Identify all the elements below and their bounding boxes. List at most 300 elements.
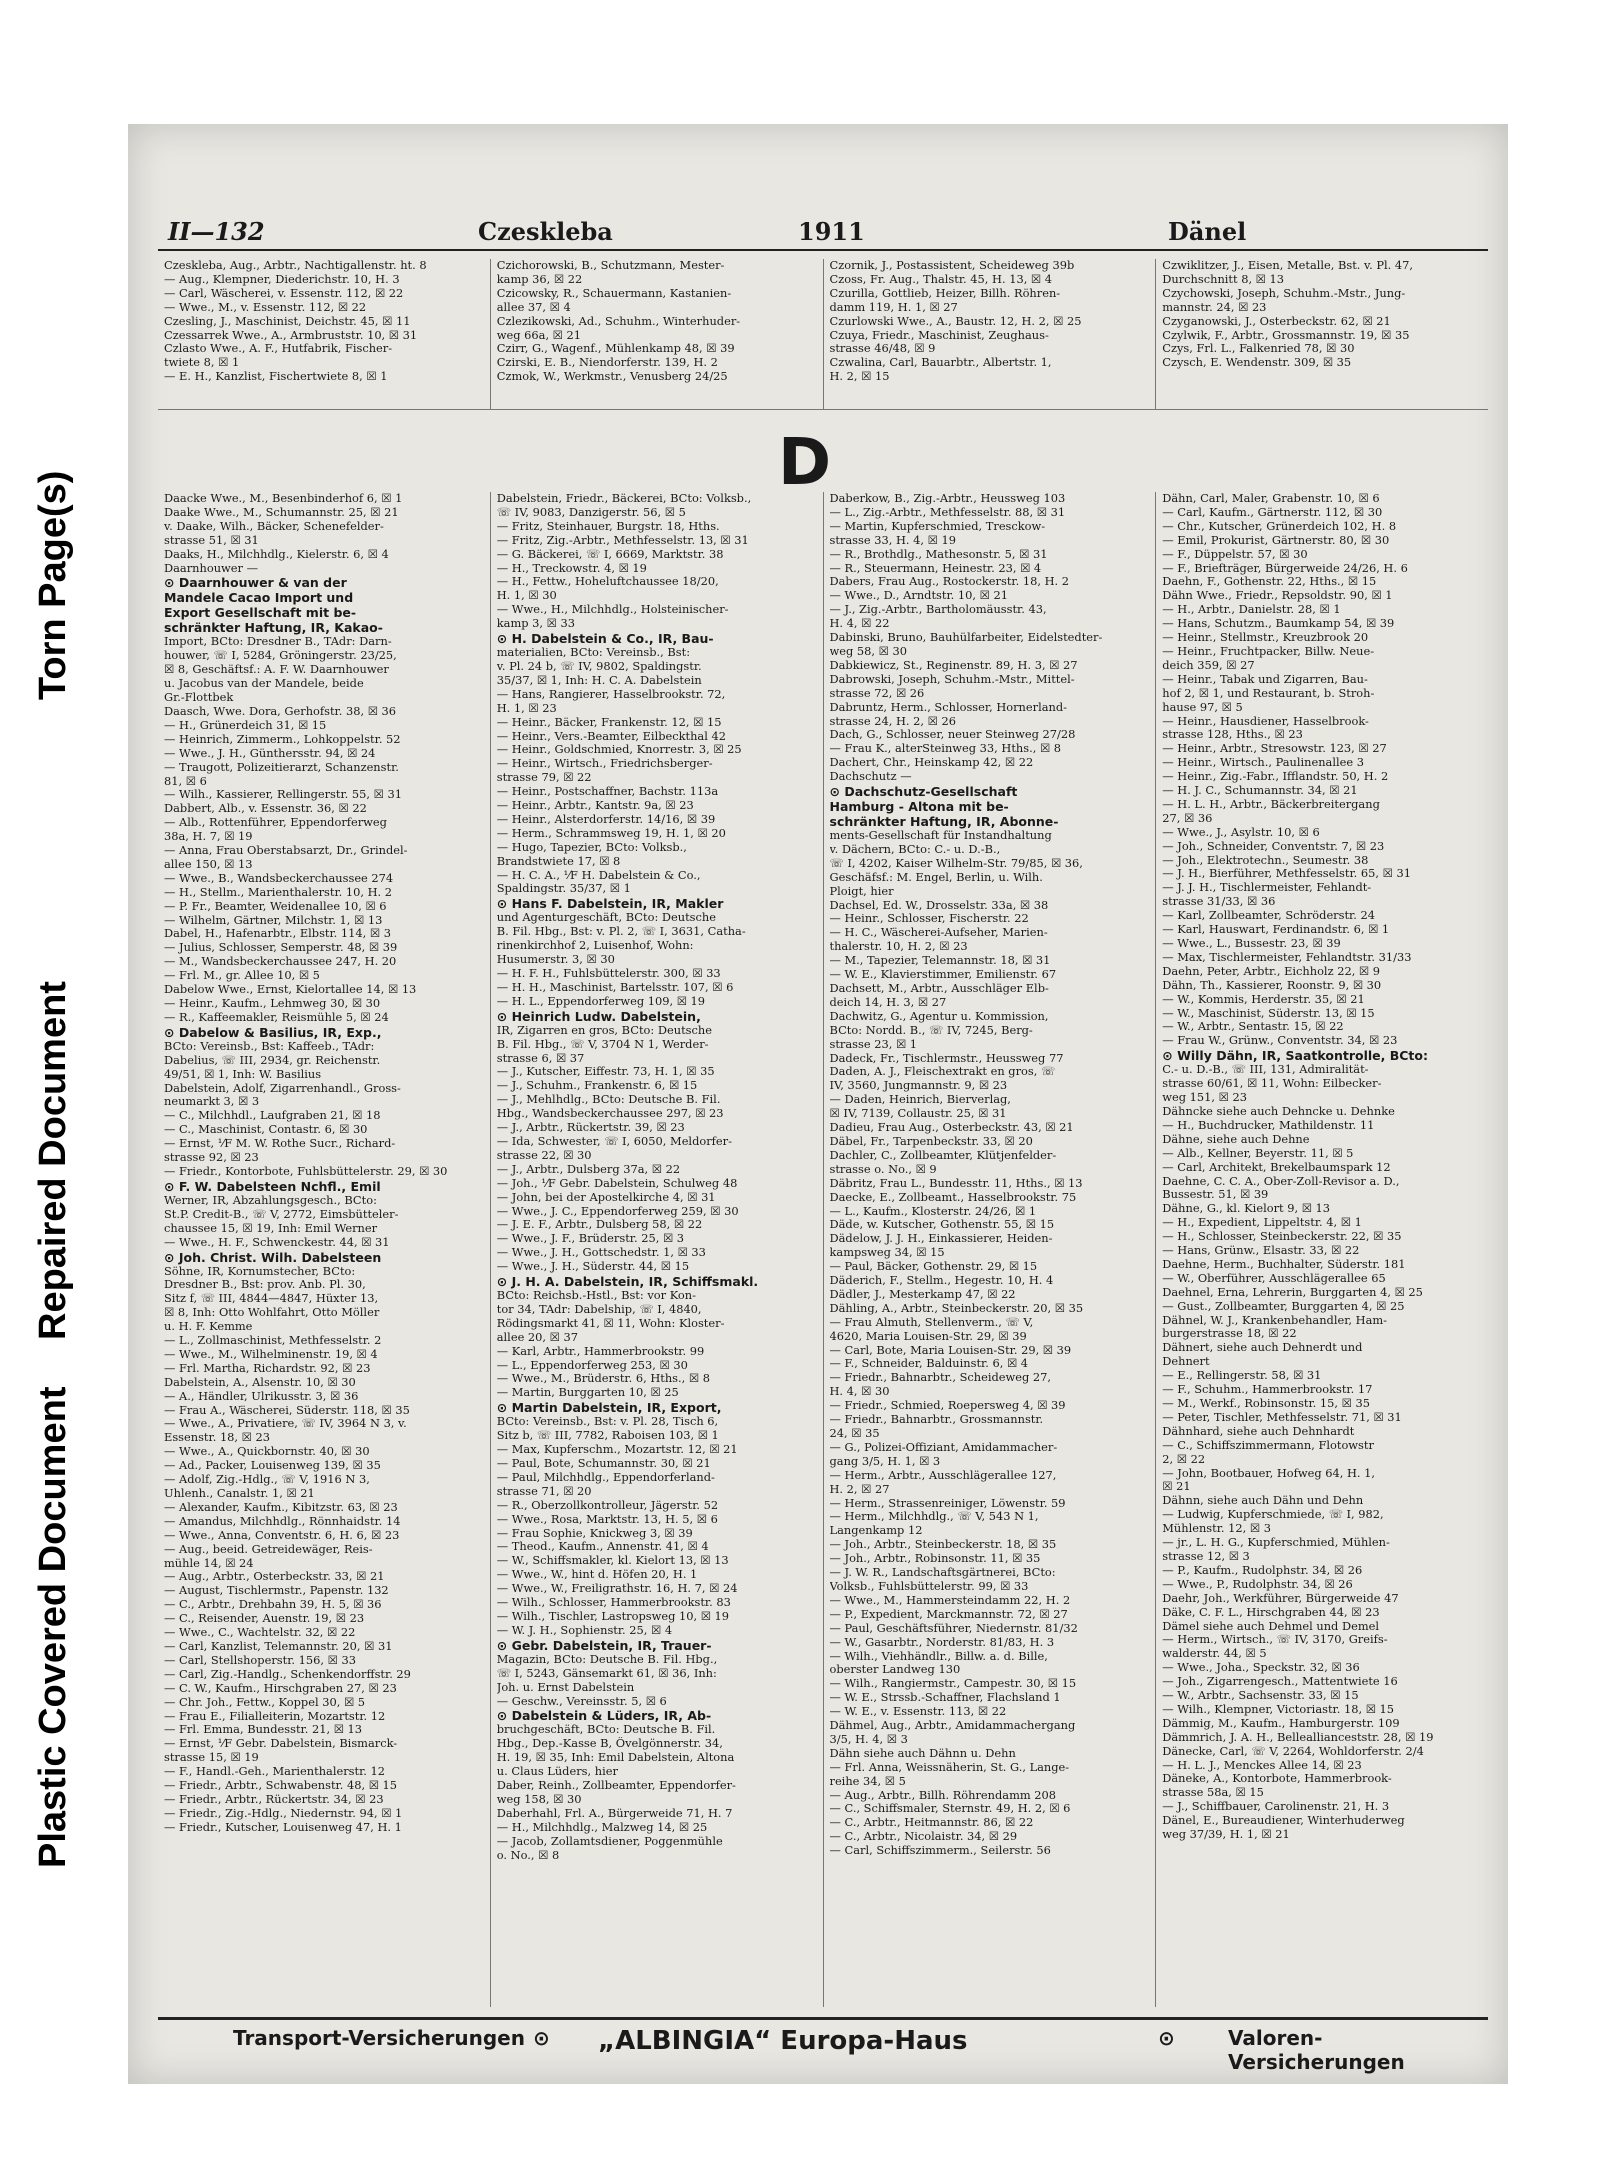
directory-entry: Dähn, Carl, Maler, Grabenstr. 10, ☒ 6: [1162, 492, 1380, 505]
directory-entry: 4620, Maria Louisen-Str. 29, ☒ 39: [829, 1329, 1027, 1343]
directory-entry: — Joh., Schneider, Conventstr. 7, ☒ 23: [1162, 839, 1385, 853]
directory-entry: — L., Zollmaschinist, Methfesselstr. 2: [164, 1334, 382, 1348]
directory-entry: — Herm., Arbtr., Ausschlägerallee 127,: [829, 1468, 1057, 1482]
directory-entry: — Heinr., Stellmstr., Kreuzbrook 20: [1162, 631, 1369, 645]
directory-entry: ⊙ H. Dabelstein & Co., IR, Bau-: [496, 631, 714, 647]
directory-entry: Daasch, Wwe. Dora, Gerhofstr. 38, ☒ 36: [164, 704, 397, 718]
directory-entry: burgerstrasse 18, ☒ 22: [1162, 1327, 1297, 1341]
directory-entry: — Chr., Kutscher, Grünerdeich 102, H. 8: [1162, 519, 1397, 533]
directory-entry: Daber, Reinh., Zollbeamter, Eppendorfer-: [496, 1779, 736, 1793]
directory-entry: — G., Polizei-Offiziant, Amidammacher-: [829, 1440, 1058, 1454]
directory-entry: Däbritz, Frau L., Bundesstr. 11, Hths., ☒ 13: [829, 1176, 1083, 1190]
directory-entry: — H. L. H., Arbtr., Bäckerbreitergang: [1162, 797, 1380, 811]
directory-entry: allee 150, ☒ 13: [164, 857, 253, 871]
directory-entry: — Friedr., Bahnarbtr., Grossmannstr.: [829, 1413, 1044, 1427]
directory-entry: Spaldingstr. 35/37, ☒ 1: [496, 882, 631, 896]
directory-entry: St.P. Credit-B., ☏ V, 2772, Eimsbütteler-: [164, 1207, 399, 1221]
directory-entry: — Friedr., Arbtr., Rückertstr. 34, ☒ 23: [164, 1792, 384, 1806]
directory-entry: Söhne, IR, Kornumstecher, BCto:: [164, 1264, 356, 1278]
directory-entry: Czyganowski, J., Osterbeckstr. 62, ☒ 21: [1162, 314, 1391, 328]
directory-entry: — Heinr., Schlosser, Fischerstr. 22: [829, 912, 1029, 926]
directory-entry: — Heinr., Wirtsch., Friedrichsberger-: [496, 757, 713, 771]
directory-entry: — Daden, Heinrich, Bierverlag,: [829, 1093, 1011, 1107]
directory-entry: — J. J. H., Tischlermeister, Fehlandt-: [1162, 881, 1372, 895]
directory-entry: Werner, IR, Abzahlungsgesch., BCto:: [164, 1193, 377, 1207]
directory-entry: — Emil, Prokurist, Gärtnerstr. 80, ☒ 30: [1162, 533, 1390, 547]
directory-entry: — Alb., Rottenführer, Eppendorferweg: [164, 816, 387, 830]
directory-entry: — Joh., Elektrotechn., Seumestr. 38: [1162, 853, 1369, 867]
directory-entry: Magazin, BCto: Deutsche B. Fil. Hbg.,: [496, 1652, 718, 1666]
directory-entry: — W. E., Klavierstimmer, Emilienstr. 67: [829, 968, 1057, 982]
directory-entry: — Carl, Zig.-Handlg., Schenkendorffstr. 29: [164, 1667, 411, 1681]
directory-entry: — J., Zig.-Arbtr., Bartholomäusstr. 43,: [829, 603, 1047, 617]
directory-entry: — Heinr., Kaufm., Lehmweg 30, ☒ 30: [164, 997, 381, 1010]
column-1: [158, 492, 490, 2007]
directory-entry: Dähling, A., Arbtr., Steinbeckerstr. 20, ☒ 35: [829, 1301, 1084, 1315]
directory-entry: — Ernst, ⅟F Gebr. Dabelstein, Bismarck-: [164, 1737, 398, 1751]
directory-entry: — Wwe., J. H., Günthersstr. 94, ☒ 24: [164, 746, 376, 760]
directory-entry: 49/51, ☒ 1, Inh: W. Basilius: [164, 1067, 322, 1081]
directory-entry: strasse 23, ☒ 1: [829, 1037, 918, 1051]
page-number: II—132: [168, 217, 265, 246]
directory-entry: — Joh., Zigarrengesch., Mattentwiete 16: [1162, 1675, 1398, 1689]
directory-entry: — Karl, Zollbeamter, Schröderstr. 24: [1162, 909, 1375, 923]
directory-entry: Mandele Cacao Import und: [164, 590, 354, 606]
page-header: [158, 209, 1488, 251]
directory-entry: Czuya, Friedr., Maschinist, Zeughaus-: [829, 328, 1049, 342]
directory-entry: houwer, ☏ I, 5284, Gröningerstr. 23/25,: [164, 649, 397, 663]
directory-entry: Czirr, G., Wagenf., Mühlenkamp 48, ☒ 39: [496, 342, 735, 356]
directory-entry: Essenstr. 18, ☒ 23: [164, 1431, 271, 1445]
directory-entry: strasse 46/48, ☒ 9: [829, 342, 936, 356]
directory-entry: ☏ IV, 9083, Danzigerstr. 56, ☒ 5: [496, 505, 686, 519]
directory-entry: — J., Mehlhdlg., BCto: Deutsche B. Fil.: [496, 1093, 721, 1107]
directory-entry: ⊙ Joh. Christ. Wilh. Dabelsteen: [164, 1249, 382, 1265]
directory-entry: Czicowsky, R., Schauermann, Kastanien-: [496, 286, 732, 300]
directory-entry: 35/37, ☒ 1, Inh: H. C. A. Dabelstein: [496, 673, 702, 687]
directory-entry: Dämel siehe auch Dehmel und Demel: [1162, 1619, 1380, 1633]
directory-entry: — Wilh., Schlosser, Hammerbrookstr. 83: [496, 1596, 731, 1610]
directory-entry: neumarkt 3, ☒ 3: [164, 1095, 260, 1109]
directory-entry: Dänel, E., Bureaudiener, Winterhuderweg: [1162, 1814, 1405, 1828]
directory-entry: Daecke, E., Zollbeamt., Hasselbrookstr. 75: [829, 1190, 1077, 1204]
directory-entry: Dabelius, ☏ III, 2934, gr. Reichenstr.: [164, 1053, 381, 1067]
directory-entry: — J. W. R., Landschaftsgärtnerei, BCto:: [829, 1566, 1056, 1580]
column-2: [490, 492, 823, 2007]
directory-entry: — J., Kutscher, Eiffestr. 73, H. 1, ☒ 35: [496, 1065, 715, 1079]
directory-entry: Husumerstr. 3, ☒ 30: [496, 953, 615, 967]
directory-entry: — H. J. C., Schumannstr. 34, ☒ 21: [1162, 784, 1358, 798]
directory-entry: — Wwe., A., Privatiere, ☏ IV, 3964 N 3, v.: [164, 1417, 407, 1431]
directory-entry: — Heinr., Postschaffner, Bachstr. 113a: [496, 785, 719, 799]
directory-entry: rinenkirchhof 2, Luisenhof, Wohn:: [496, 939, 694, 953]
directory-entry: gang 3/5, H. 1, ☒ 3: [829, 1454, 941, 1468]
directory-entry: Däneke, A., Kontorbote, Hammerbrook-: [1162, 1772, 1392, 1786]
directory-entry: — J. E. F., Arbtr., Dulsberg 58, ☒ 22: [496, 1218, 703, 1232]
directory-entry: — Friedr., Kutscher, Louisenweg 47, H. 1: [164, 1820, 402, 1834]
directory-entry: Czurlowski Wwe., A., Baustr. 12, H. 2, ☒ 25: [829, 314, 1082, 328]
directory-entry: ☒ 8, Inh: Otto Wohlfahrt, Otto Möller: [164, 1306, 380, 1320]
directory-entry: v. Dächern, BCto: C.- u. D.-B.,: [829, 842, 1001, 856]
directory-entry: ☒ IV, 7139, Collaustr. 25, ☒ 31: [829, 1107, 1007, 1121]
directory-entry: H. 4, ☒ 30: [829, 1385, 890, 1399]
directory-entry: — Herm., Milchhdlg., ☏ V, 543 N 1,: [829, 1510, 1039, 1524]
directory-entry: 24, ☒ 35: [829, 1427, 880, 1440]
directory-entry: — R., Oberzollkontrolleur, Jägerstr. 52: [496, 1498, 719, 1512]
directory-entry: Dähncke siehe auch Dehncke u. Dehnke: [1162, 1104, 1395, 1118]
directory-entry: — W. E., Strssb.-Schaffner, Flachsland 1: [829, 1691, 1061, 1705]
directory-entry: — Wwe., M., Brüderstr. 6, Hths., ☒ 8: [496, 1372, 710, 1386]
directory-entry: strasse o. No., ☒ 9: [829, 1162, 937, 1176]
directory-entry: — Heinr., Arbtr., Kantstr. 9a, ☒ 23: [496, 799, 694, 813]
directory-entry: strasse 15, ☒ 19: [164, 1751, 259, 1765]
directory-entry: allee 20, ☒ 37: [496, 1330, 578, 1344]
directory-entry: — Frau Sophie, Knickweg 3, ☒ 39: [496, 1526, 693, 1540]
directory-entry: — Friedr., Zig.-Hdlg., Niedernstr. 94, ☒ 1: [164, 1806, 403, 1820]
directory-entry: Hbg., Dep.-Kasse B, Övelgönnerstr. 34,: [496, 1737, 723, 1751]
directory-entry: Dabel, H., Hafenarbtr., Elbstr. 114, ☒ 3: [164, 927, 391, 941]
column-3: [823, 492, 1156, 2007]
directory-entry: — W., Arbtr., Sentastr. 15, ☒ 22: [1162, 1020, 1344, 1034]
directory-entry: — Carl, Architekt, Brekelbaumspark 12: [1162, 1160, 1391, 1174]
directory-entry: kamp 3, ☒ 33: [496, 617, 575, 631]
directory-entry: Däke, C. F. L., Hirschgraben 44, ☒ 23: [1162, 1605, 1380, 1619]
directory-entry: Daehn, F., Gothenstr. 22, Hths., ☒ 15: [1162, 575, 1377, 589]
directory-entry: — Wilh., Kassierer, Rellingerstr. 55, ☒ 31: [164, 788, 402, 802]
directory-entry: Bussestr. 51, ☒ 39: [1162, 1188, 1269, 1202]
directory-entry: — C., Reisender, Auenstr. 19, ☒ 23: [164, 1612, 365, 1626]
directory-entry: weg 151, ☒ 23: [1162, 1091, 1247, 1105]
directory-entry: — Carl, Wäscherei, v. Essenstr. 112, ☒ 22: [164, 286, 404, 300]
directory-entry: ⊙ Dachschutz-Gesellschaft: [829, 784, 1018, 800]
directory-entry: damm 119, H. 1, ☒ 27: [829, 300, 958, 314]
directory-entry: Hbg., Wandsbeckerchaussee 297, ☒ 23: [496, 1107, 724, 1121]
directory-entry: — Wwe., P., Rudolphstr. 34, ☒ 26: [1162, 1577, 1353, 1591]
directory-entry: Czylwik, F., Arbtr., Grossmannstr. 19, ☒ 35: [1162, 328, 1410, 342]
directory-entry: B. Fil. Hbg., ☏ V, 3704 N 1, Werder-: [496, 1037, 709, 1051]
directory-entry: Czlezikowski, Ad., Schuhm., Winterhuder-: [496, 314, 741, 328]
directory-entry: — Wilh., Klempner, Victoriastr. 18, ☒ 15: [1162, 1702, 1395, 1716]
directory-entry: — G. Bäckerei, ☏ I, 6669, Marktstr. 38: [496, 547, 724, 561]
directory-entry: — W. J. H., Sophienstr. 25, ☒ 4: [496, 1623, 673, 1637]
directory-entry: — J., Schuhm., Frankenstr. 6, ☒ 15: [496, 1079, 698, 1093]
directory-entry: — Frau E., Filialleiterin, Mozartstr. 12: [164, 1709, 386, 1723]
directory-entry: allee 37, ☒ 4: [496, 300, 571, 314]
directory-entry: Dachler, C., Zollbeamter, Klütjenfelder-: [829, 1148, 1057, 1162]
directory-entry: — Karl, Arbtr., Hammerbrookstr. 99: [496, 1344, 705, 1358]
directory-entry: — Friedr., Kontorbote, Fuhlsbüttelerstr. 29, ☒ 30: [164, 1164, 448, 1178]
directory-entry: — Heinr., Fruchtpacker, Billw. Neue-: [1162, 644, 1375, 658]
directory-entry: — Theod., Kaufm., Annenstr. 41, ☒ 4: [496, 1540, 709, 1554]
directory-entry: u. Claus Lüders, hier: [496, 1765, 618, 1779]
directory-entry: — R., Brothdlg., Mathesonstr. 5, ☒ 31: [829, 547, 1048, 561]
directory-entry: 2, ☒ 22: [1162, 1452, 1206, 1466]
directory-entry: walderstr. 44, ☒ 5: [1162, 1647, 1267, 1661]
directory-entry: — Hans, Rangierer, Hasselbrookstr. 72,: [496, 687, 726, 701]
directory-entry: — Carl, Stellshoperstr. 156, ☒ 33: [164, 1653, 356, 1667]
directory-entry: Czoss, Fr. Aug., Thalstr. 45, H. 13, ☒ 4: [829, 272, 1053, 286]
directory-entry: Dämmrich, J. A. H., Belleallianceststr. 28, ☒ 19: [1162, 1730, 1434, 1744]
directory-entry: — Frau Almuth, Stellenverm., ☏ V,: [829, 1315, 1034, 1329]
directory-entry: Hamburg - Altona mit be-: [829, 799, 1009, 815]
directory-entry: — Julius, Schlosser, Semperstr. 48, ☒ 39: [164, 941, 398, 955]
directory-entry: Dadeck, Fr., Tischlermstr., Heussweg 77: [829, 1051, 1064, 1065]
directory-entry: H. 19, ☒ 35, Inh: Emil Dabelstein, Altona: [496, 1751, 735, 1765]
directory-entry: mannstr. 24, ☒ 23: [1162, 300, 1267, 314]
directory-entry: — Heinr., Vers.-Beamter, Eilbeckthal 42: [496, 729, 726, 743]
column-4: [1155, 259, 1488, 409]
directory-entry: H. 1, ☒ 30: [496, 589, 557, 603]
directory-entry: 3/5, H. 4, ☒ 3: [829, 1732, 908, 1746]
directory-entry: Dadieu, Frau Aug., Osterbeckstr. 43, ☒ 21: [829, 1121, 1074, 1135]
footer-logo-b: ⊙: [1158, 2026, 1175, 2050]
directory-entry: oberster Landweg 130: [829, 1663, 961, 1677]
column-3: [823, 259, 1156, 409]
directory-entry: 27, ☒ 36: [1162, 811, 1213, 825]
directory-entry: — Wwe., Joha., Speckstr. 32, ☒ 36: [1162, 1661, 1360, 1675]
directory-entry: — Heinrich, Zimmerm., Lohkoppelstr. 52: [164, 732, 401, 746]
directory-entry: — Wwe., H., Milchhdlg., Holsteinischer-: [496, 603, 729, 617]
label-plastic-covered: Plastic Covered Document: [32, 1386, 74, 1868]
directory-entry: Joh. u. Ernst Dabelstein: [496, 1680, 635, 1694]
directory-entry: — John, Bootbauer, Hofweg 64, H. 1,: [1162, 1466, 1376, 1480]
directory-entry: — Geschw., Vereinsstr. 5, ☒ 6: [496, 1694, 667, 1708]
directory-entry: — Heinr., Arbtr., Stresowstr. 123, ☒ 27: [1162, 742, 1387, 756]
top-columns: [158, 259, 1488, 410]
directory-entry: BCto: Vereinsb., Bst: Kaffeeb., TAdr:: [164, 1039, 375, 1053]
directory-entry: Czlasto Wwe., A. F., Hutfabrik, Fischer-: [164, 342, 393, 356]
directory-entry: — Wwe., H. F., Schwenckestr. 44, ☒ 31: [164, 1235, 390, 1249]
directory-entry: — C., Maschinist, Contastr. 6, ☒ 30: [164, 1123, 368, 1137]
directory-entry: — Wwe., D., Arndtstr. 10, ☒ 21: [829, 589, 1008, 603]
directory-entry: — Friedr., Schmied, Roepersweg 4, ☒ 39: [829, 1399, 1066, 1413]
directory-entry: — Ad., Packer, Louisenweg 139, ☒ 35: [164, 1459, 381, 1473]
directory-entry: — C., Schiffszimmermann, Flotowstr: [1162, 1438, 1374, 1452]
directory-entry: Czeskleba, Aug., Arbtr., Nachtigallenstr. ht. 8: [164, 259, 427, 272]
directory-entry: — Wwe., Rosa, Marktstr. 13, H. 5, ☒ 6: [496, 1512, 718, 1526]
directory-entry: — Paul, Milchhdlg., Eppendorferland-: [496, 1470, 715, 1484]
directory-entry: — L., Kaufm., Klosterstr. 24/26, ☒ 1: [829, 1204, 1037, 1218]
label-repaired: Repaired Document: [32, 981, 74, 1340]
directory-entry: Dädelow, J. J. H., Einkassierer, Heiden-: [829, 1232, 1053, 1246]
directory-entry: — P., Expedient, Marckmannstr. 72, ☒ 27: [829, 1607, 1068, 1621]
directory-entry: Däbel, Fr., Tarpenbeckstr. 33, ☒ 20: [829, 1134, 1033, 1148]
directory-entry: ⊙ F. W. Dabelsteen Nchfl., Emil: [164, 1178, 381, 1194]
directory-entry: Dachsel, Ed. W., Drosselstr. 33a, ☒ 38: [829, 898, 1049, 912]
directory-entry: — C., Arbtr., Heitmannstr. 86, ☒ 22: [829, 1816, 1034, 1830]
directory-entry: — Joh., ⅟F Gebr. Dabelstein, Schulweg 48: [496, 1176, 738, 1190]
directory-entry: — Wwe., B., Wandsbeckerchaussee 274: [164, 871, 394, 885]
directory-entry: reihe 34, ☒ 5: [829, 1774, 906, 1788]
directory-entry: Sitz b, ☏ III, 7782, Raboisen 103, ☒ 1: [496, 1429, 719, 1443]
directory-entry: — Paul, Geschäftsführer, Niedernstr. 81/32: [829, 1621, 1078, 1635]
directory-entry: — Frl. Martha, Richardstr. 92, ☒ 23: [164, 1361, 371, 1375]
directory-entry: Dachert, Chr., Heinskamp 42, ☒ 22: [829, 756, 1034, 770]
directory-entry: Dabelstein, Friedr., Bäckerei, BCto: Volksb.,: [496, 492, 752, 505]
directory-entry: ☒ 21: [1162, 1480, 1191, 1494]
directory-entry: strasse 58a, ☒ 15: [1162, 1786, 1264, 1800]
directory-entry: IV, 3560, Jungmannstr. 9, ☒ 23: [829, 1079, 1008, 1093]
directory-entry: — Friedr., Arbtr., Schwabenstr. 48, ☒ 15: [164, 1779, 398, 1793]
directory-entry: Dähne, G., kl. Kielort 9, ☒ 13: [1162, 1202, 1331, 1216]
directory-entry: — Ludwig, Kupferschmiede, ☏ I, 982,: [1162, 1508, 1384, 1522]
directory-entry: materialien, BCto: Vereinsb., Bst:: [496, 646, 691, 660]
directory-entry: deich 359, ☒ 27: [1162, 658, 1255, 672]
directory-page: [128, 124, 1508, 2084]
directory-entry: — Hans, Schutzm., Baumkamp 54, ☒ 39: [1162, 617, 1395, 631]
directory-entry: Daehn, Peter, Arbtr., Eichholz 22, ☒ 9: [1162, 964, 1381, 978]
directory-entry: — Aug., beeid. Getreidewäger, Reis-: [164, 1542, 373, 1556]
directory-entry: Gr.-Flottbek: [164, 691, 234, 705]
directory-entry: — H., Arbtr., Danielstr. 28, ☒ 1: [1162, 603, 1341, 617]
directory-entry: — Wwe., M., Wilhelminenstr. 19, ☒ 4: [164, 1347, 378, 1361]
directory-entry: — Hans, Grünw., Elsastr. 33, ☒ 22: [1162, 1244, 1360, 1258]
directory-entry: ⊙ Hans F. Dabelstein, IR, Makler: [496, 896, 724, 912]
directory-entry: strasse 92, ☒ 23: [164, 1151, 259, 1165]
directory-entry: — L., Eppendorferweg 253, ☒ 30: [496, 1358, 688, 1372]
directory-entry: Durchschnitt 8, ☒ 13: [1162, 272, 1285, 286]
directory-entry: — H., Schlosser, Steinbeckerstr. 22, ☒ 35: [1162, 1230, 1402, 1244]
directory-entry: BCto: Vereinsb., Bst: v. Pl. 28, Tisch 6,: [496, 1415, 719, 1429]
directory-entry: — Wwe., J., Asylstr. 10, ☒ 6: [1162, 825, 1320, 839]
directory-entry: — August, Tischlermstr., Papenstr. 132: [164, 1584, 389, 1598]
directory-entry: — Max, Tischlermeister, Fehlandtstr. 31/33: [1162, 950, 1412, 964]
directory-entry: — W., Maschinist, Süderstr. 13, ☒ 15: [1162, 1006, 1375, 1020]
directory-entry: — H., Stellm., Marienthalerstr. 10, H. 2: [164, 885, 393, 899]
directory-entry: — H. F. H., Fuhlsbüttelerstr. 300, ☒ 33: [496, 967, 721, 980]
directory-entry: — W., Oberführer, Ausschlägerallee 65: [1162, 1271, 1386, 1285]
directory-entry: — Gust., Zollbeamter, Burggarten 4, ☒ 25: [1162, 1299, 1405, 1313]
directory-entry: — H. C., Wäscherei-Aufseher, Marien-: [829, 926, 1048, 940]
directory-entry: Dabruntz, Herm., Schlosser, Hornerland-: [829, 700, 1067, 714]
directory-entry: strasse 31/33, ☒ 36: [1162, 895, 1276, 909]
directory-entry: — J., Arbtr., Rückertstr. 39, ☒ 23: [496, 1121, 685, 1135]
directory-entry: Rödingsmarkt 41, ☒ 11, Wohn: Kloster-: [496, 1316, 725, 1330]
directory-entry: — M., Tapezier, Telemannstr. 18, ☒ 31: [829, 954, 1051, 968]
directory-entry: — Joh., Arbtr., Robinsonstr. 11, ☒ 35: [829, 1552, 1041, 1566]
directory-entry: Czesling, J., Maschinist, Deichstr. 45, ☒ 11: [164, 314, 411, 328]
directory-entry: — Max, Kupferschm., Mozartstr. 12, ☒ 21: [496, 1443, 738, 1457]
directory-entry: Dachwitz, G., Agentur u. Kommission,: [829, 1009, 1049, 1023]
directory-entry: — Aug., Klempner, Diederichstr. 10, H. 3: [164, 272, 400, 286]
directory-entry: Brandstwiete 17, ☒ 8: [496, 854, 621, 868]
directory-entry: Ploigt, hier: [829, 884, 894, 898]
directory-entry: — C., Schiffsmaler, Sternstr. 49, H. 2, ☒ 6: [829, 1802, 1071, 1816]
directory-entry: weg 158, ☒ 30: [496, 1792, 582, 1806]
header-right-word: Dänel: [1168, 217, 1247, 246]
directory-entry: Daberhahl, Frl. A., Bürgerweide 71, H. 7: [496, 1806, 733, 1820]
directory-entry: strasse 71, ☒ 20: [496, 1484, 592, 1498]
directory-entry: Dähmel, Aug., Arbtr., Amidammachergang: [829, 1719, 1076, 1733]
directory-entry: — E., Rellingerstr. 58, ☒ 31: [1162, 1369, 1322, 1383]
directory-entry: u. Jacobus van der Mandele, beide: [164, 677, 364, 691]
directory-entry: — Heinr., Wirtsch., Paulinenallee 3: [1162, 756, 1364, 770]
directory-entry: — H., Treckowstr. 4, ☒ 19: [496, 561, 647, 575]
directory-entry: strasse 6, ☒ 37: [496, 1051, 585, 1065]
directory-entry: Dabelstein, A., Alsenstr. 10, ☒ 30: [164, 1375, 356, 1389]
main-columns: [158, 492, 1488, 2007]
directory-entry: Dähn, Th., Kassierer, Roonstr. 9, ☒ 30: [1162, 978, 1382, 992]
directory-entry: — Heinr., Alsterdorferstr. 14/16, ☒ 39: [496, 812, 716, 826]
directory-entry: Export Gesellschaft mit be-: [164, 605, 357, 621]
directory-entry: — Aug., Arbtr., Billh. Röhrendamm 208: [829, 1788, 1057, 1802]
directory-entry: Dänecke, Carl, ☏ V, 2264, Wohldorferstr. 2/4: [1162, 1744, 1424, 1758]
directory-entry: strasse 128, Hths., ☒ 23: [1162, 728, 1303, 742]
directory-entry: — Carl, Schiffszimmerm., Seilerstr. 56: [829, 1844, 1051, 1858]
directory-entry: kamp 36, ☒ 22: [496, 272, 583, 286]
directory-entry: — F., Schuhm., Hammerbrookstr. 17: [1162, 1383, 1373, 1397]
directory-entry: ⊙ Martin Dabelstein, IR, Export,: [496, 1400, 722, 1416]
directory-entry: — Wwe., A., Quickbornstr. 40, ☒ 30: [164, 1445, 370, 1459]
directory-entry: — F., Düppelstr. 57, ☒ 30: [1162, 547, 1308, 561]
directory-entry: — Wwe., W., hint d. Höfen 20, H. 1: [496, 1568, 698, 1582]
directory-entry: — A., Händler, Ulrikusstr. 3, ☒ 36: [164, 1389, 359, 1403]
directory-entry: Dresdner B., Bst: prov. Anb. Pl. 30,: [164, 1278, 366, 1292]
directory-entry: Volksb., Fuhlsbüttelerstr. 99, ☒ 33: [829, 1579, 1029, 1593]
directory-entry: — Herm., Schrammsweg 19, H. 1, ☒ 20: [496, 826, 726, 840]
directory-entry: Czurilla, Gottlieb, Heizer, Billh. Röhren-: [829, 286, 1061, 300]
directory-entry: ☒ 8, Geschäftsf.: A. F. W. Daarnhouwer: [164, 663, 389, 677]
directory-entry: strasse 72, ☒ 26: [829, 686, 925, 700]
directory-entry: — Martin, Kupferschmied, Tresckow-: [829, 519, 1046, 533]
directory-entry: Dachschutz —: [829, 770, 912, 784]
directory-entry: Daehr, Joh., Werkführer, Bürgerweide 47: [1162, 1591, 1399, 1605]
directory-entry: und Agenturgeschäft, BCto: Deutsche: [496, 911, 716, 925]
directory-entry: ⊙ Dabelow & Basilius, IR, Exp.,: [164, 1024, 382, 1040]
directory-entry: ⊙ J. H. A. Dabelstein, IR, Schiffsmakl.: [496, 1274, 759, 1290]
directory-entry: Mühlenstr. 12, ☒ 3: [1162, 1522, 1271, 1536]
directory-entry: — Wwe., J. F., Brüderstr. 25, ☒ 3: [496, 1232, 685, 1246]
directory-entry: hause 97, ☒ 5: [1162, 700, 1243, 714]
directory-entry: — C., Arbtr., Nicolaistr. 34, ☒ 29: [829, 1830, 1018, 1844]
directory-entry: — H. H., Maschinist, Bartelsstr. 107, ☒ 6: [496, 980, 734, 994]
directory-entry: — Wilh., Viehhändlr., Billw. a. d. Bille,: [829, 1649, 1048, 1663]
directory-entry: strasse 22, ☒ 30: [496, 1148, 592, 1162]
directory-entry: Daberkow, B., Zig.-Arbtr., Heussweg 103: [829, 492, 1066, 505]
directory-entry: C.- u. D.-B., ☏ III, 131, Admiralität-: [1162, 1063, 1369, 1077]
directory-entry: — H., Milchhdlg., Malzweg 14, ☒ 25: [496, 1820, 708, 1834]
side-labels: [0, 0, 120, 2177]
column-2: [490, 259, 823, 409]
directory-entry: thalerstr. 10, H. 2, ☒ 23: [829, 940, 968, 954]
directory-entry: strasse 33, H. 4, ☒ 19: [829, 533, 956, 547]
directory-entry: — Herm., Strassenreiniger, Löwenstr. 59: [829, 1496, 1066, 1510]
footer-left: Transport-Versicherungen: [233, 2026, 525, 2050]
directory-entry: — Martin, Burggarten 10, ☒ 25: [496, 1386, 679, 1400]
directory-entry: IR, Zigarren en gros, BCto: Deutsche: [496, 1023, 712, 1037]
directory-entry: BCto: Reichsb.-Hstl., Bst: vor Kon-: [496, 1289, 696, 1303]
directory-entry: 38a, H. 7, ☒ 19: [164, 830, 253, 844]
directory-entry: Dabinski, Bruno, Bauhülfarbeiter, Eidelstedter-: [829, 631, 1103, 645]
directory-entry: — Frau K., alterSteinweg 33, Hths., ☒ 8: [829, 742, 1062, 756]
directory-entry: Czichorowski, B., Schutzmann, Mester-: [496, 259, 725, 272]
directory-entry: — Wilh., Rangiermstr., Campestr. 30, ☒ 15: [829, 1677, 1077, 1691]
directory-entry: v. Pl. 24 b, ☏ IV, 9802, Spaldingstr.: [496, 659, 702, 673]
directory-entry: Daden, A. J., Fleischextrakt en gros, ☏: [829, 1065, 1056, 1079]
directory-entry: — F., Schneider, Balduinstr. 6, ☒ 4: [829, 1357, 1029, 1371]
directory-entry: ments-Gesellschaft für Instandhaltung: [829, 829, 1052, 843]
directory-entry: Czysch, E. Wendenstr. 309, ☒ 35: [1162, 356, 1352, 370]
directory-entry: — Amandus, Milchhdlg., Rönnhaidstr. 14: [164, 1514, 401, 1528]
directory-entry: — Fritz, Steinhauer, Burgstr. 18, Hths.: [496, 519, 720, 533]
directory-entry: — Friedr., Bahnarbtr., Scheideweg 27,: [829, 1371, 1052, 1385]
directory-entry: — R., Kaffeemakler, Reismühle 5, ☒ 24: [164, 1010, 389, 1024]
directory-entry: kampsweg 34, ☒ 15: [829, 1246, 945, 1260]
directory-entry: Däderich, F., Stellm., Hegestr. 10, H. 4: [829, 1274, 1054, 1288]
directory-entry: — Wilh., Tischler, Lastropsweg 10, ☒ 19: [496, 1609, 730, 1623]
directory-entry: hof 2, ☒ 1, und Restaurant, b. Stroh-: [1162, 686, 1375, 700]
directory-entry: Daacke Wwe., M., Besenbinderhof 6, ☒ 1: [164, 492, 403, 505]
